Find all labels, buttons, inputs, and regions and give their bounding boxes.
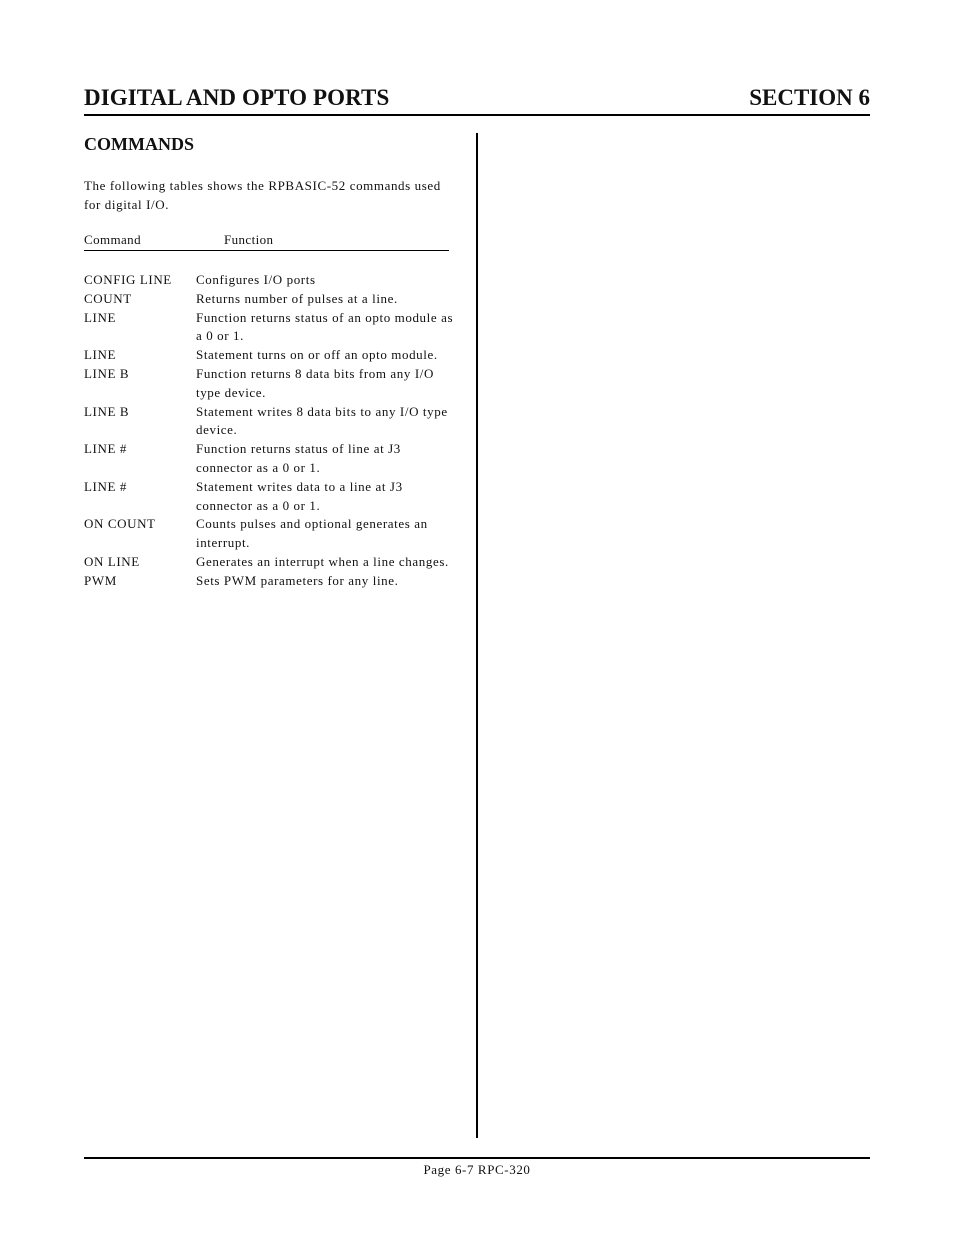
command-function: Statement turns on or off an opto module. <box>196 347 438 363</box>
commands-table-header <box>84 231 449 251</box>
table-row <box>84 572 454 591</box>
table-row <box>84 271 454 290</box>
table-row <box>84 440 454 478</box>
left-column <box>84 132 454 591</box>
command-function: Function returns status of an opto module as a 0 or 1. <box>196 309 454 344</box>
column-header-function: Function <box>224 232 274 247</box>
command-function: Returns number of pulses at a line. <box>196 290 398 306</box>
command-name: ON COUNT <box>84 516 156 532</box>
section-heading: COMMANDS <box>84 134 194 154</box>
command-function: Configures I/O ports <box>196 272 316 287</box>
command-name: ON LINE <box>84 553 140 569</box>
command-name: LINE # <box>84 478 127 494</box>
command-name: LINE B <box>84 365 130 381</box>
command-function: Function returns status of line at J3 connector as a 0 or 1. <box>196 441 401 475</box>
command-function: Sets PWM parameters for any line. <box>196 572 399 588</box>
command-name: COUNT <box>84 290 132 306</box>
command-name: CONFIG LINE <box>84 272 172 287</box>
table-row <box>84 403 454 441</box>
column-divider <box>476 133 478 1138</box>
command-function: Generates an interrupt when a line changes. <box>196 553 449 569</box>
command-name: LINE <box>84 347 116 363</box>
command-function: Counts pulses and optional generates an interrupt. <box>196 516 428 551</box>
table-row <box>84 290 454 309</box>
command-name: PWM <box>84 572 117 588</box>
table-row <box>84 515 454 553</box>
table-row <box>84 478 454 516</box>
commands-table <box>84 271 454 591</box>
table-row <box>84 365 454 403</box>
command-function: Function returns 8 data bits from any I/O type device. <box>196 365 434 400</box>
section-label: SECTION 6 <box>749 85 870 110</box>
table-row <box>84 553 454 572</box>
column-header-command: Command <box>84 232 141 247</box>
command-name: LINE B <box>84 403 130 419</box>
page-header <box>84 84 870 116</box>
command-name: LINE # <box>84 441 127 457</box>
chapter-title: DIGITAL AND OPTO PORTS <box>84 85 390 110</box>
footer-rule <box>84 1157 870 1159</box>
command-function: Statement writes data to a line at J3 connector as a 0 or 1. <box>196 478 403 513</box>
command-function: Statement writes 8 data bits to any I/O type device. <box>196 403 448 438</box>
table-row <box>84 309 454 347</box>
command-name: LINE <box>84 309 116 325</box>
page-footer: Page 6-7 RPC-320 <box>423 1162 531 1177</box>
table-row <box>84 346 454 365</box>
intro-paragraph: The following tables shows the RPBASIC-52 commands used for digital I/O. <box>84 178 441 212</box>
